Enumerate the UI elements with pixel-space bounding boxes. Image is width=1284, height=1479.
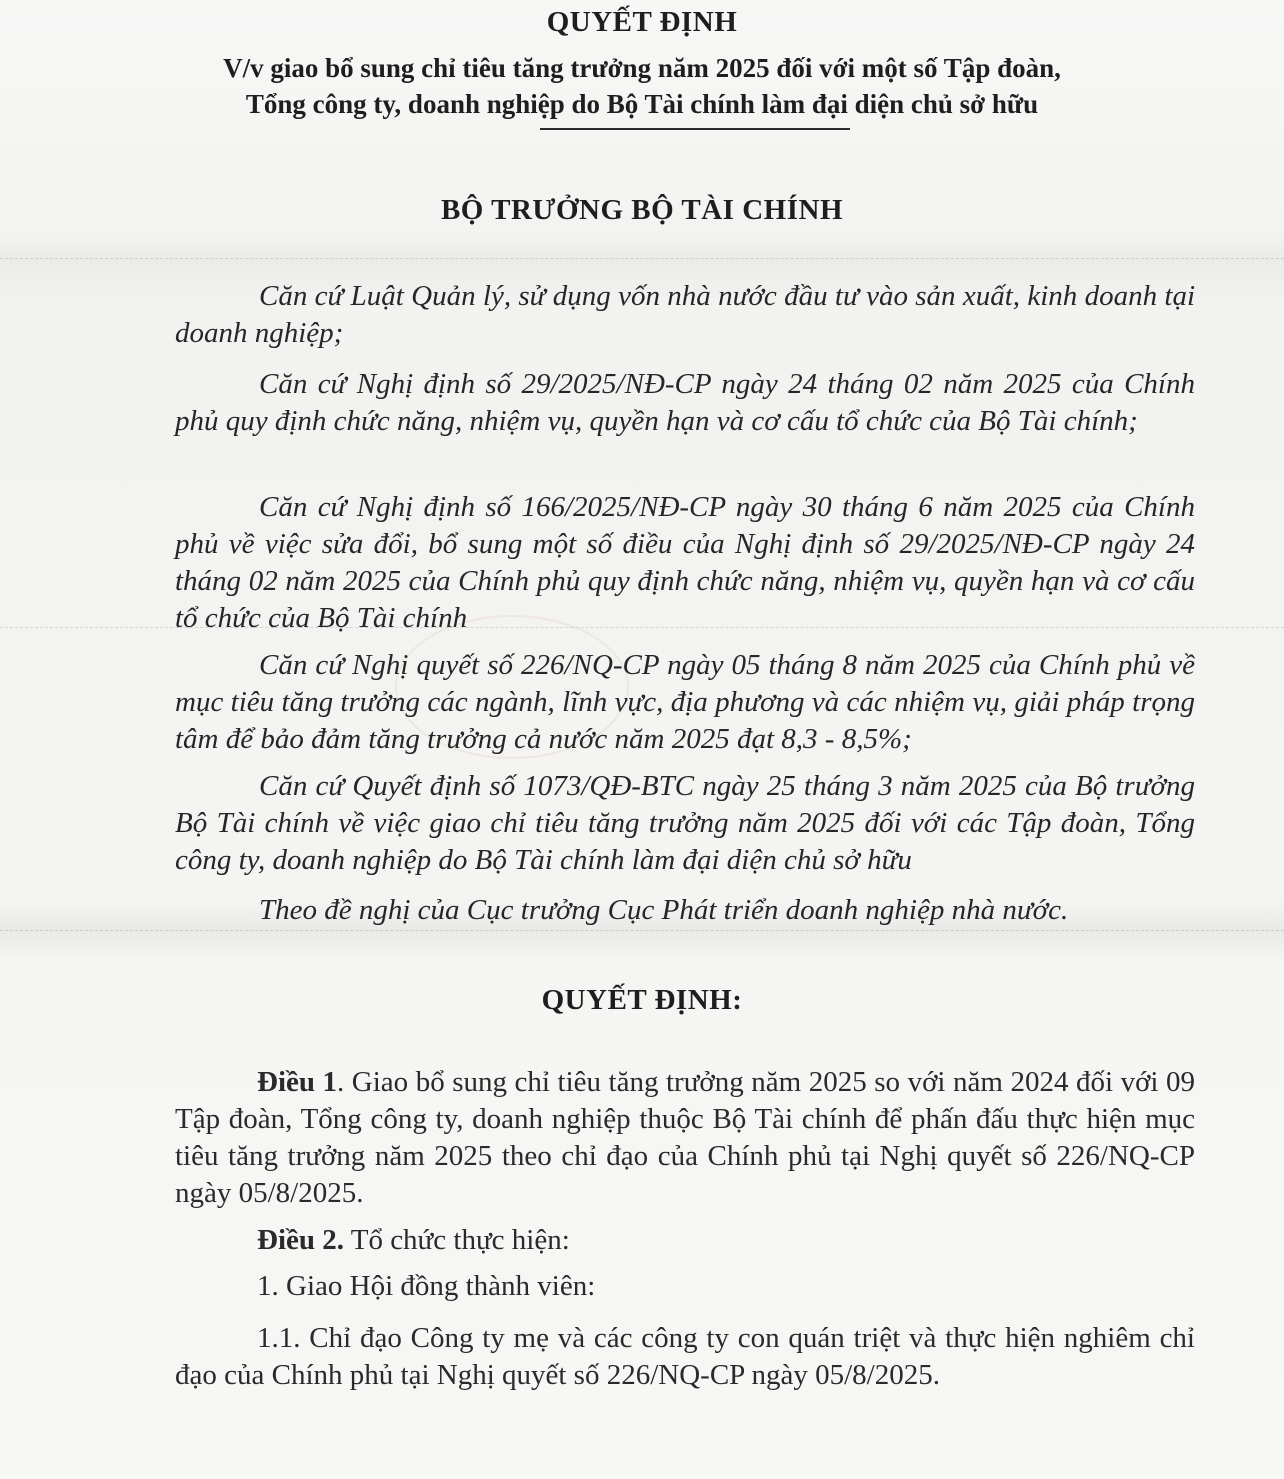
preamble-clause-4	[175, 647, 1195, 758]
decision-heading: QUYẾT ĐỊNH:	[541, 984, 743, 1016]
article-2-item-1: 1. Giao Hội đồng thành viên:	[257, 1270, 596, 1302]
document-title: QUYẾT ĐỊNH	[546, 6, 738, 38]
document-subject-line-2: Tổng công ty, doanh nghiệp do Bộ Tài chính làm đại diện chủ sở hữu	[245, 89, 1039, 119]
article-2-text: Tổ chức thực hiện:	[344, 1224, 570, 1256]
preamble-clause-1	[175, 278, 1195, 352]
preamble-text: Theo đề nghị của Cục trưởng Cục Phát triển doanh nghiệp nhà nước.	[259, 894, 1069, 926]
paper-fold-line	[0, 258, 1284, 259]
preamble-text: Căn cứ Nghị định số 166/2025/NĐ-CP ngày 30 tháng 6 năm 2025 của Chính phủ về việc sửa đổi, bổ sung một số điều của Nghị định số 29/2025/NĐ-CP ngày 24 tháng 02 năm 2025 của Chính phủ quy định chức năng, nhiệm vụ, quyền hạn và cơ cấu tổ chức của Bộ Tài chính	[175, 491, 1195, 634]
preamble-clause-3	[175, 489, 1195, 637]
article-1-label: Điều 1	[257, 1066, 338, 1098]
issuing-authority: BỘ TRƯỞNG BỘ TÀI CHÍNH	[440, 194, 844, 226]
document-subject-line-1: V/v giao bổ sung chỉ tiêu tăng trưởng năm 2025 đối với một số Tập đoàn,	[223, 53, 1061, 83]
article-1-text: . Giao bổ sung chỉ tiêu tăng trưởng năm 2025 so với năm 2024 đối với 09 Tập đoàn, Tổng công ty, doanh nghiệp thuộc Bộ Tài chính để phấn đấu thực hiện mục tiêu tăng trưởng năm 2025 theo chỉ đạo của Chính phủ tại Nghị quyết số 226/NQ-CP ngày 05/8/2025.	[175, 1066, 1195, 1209]
paper-fold-line	[0, 930, 1284, 931]
article-2-label: Điều 2.	[257, 1224, 344, 1256]
preamble-clause-5	[175, 768, 1195, 879]
preamble-text: Căn cứ Nghị định số 29/2025/NĐ-CP ngày 24 tháng 02 năm 2025 của Chính phủ quy định chức năng, nhiệm vụ, quyền hạn và cơ cấu tổ chức của Bộ Tài chính;	[175, 368, 1195, 437]
preamble-text: Căn cứ Quyết định số 1073/QĐ-BTC ngày 25 tháng 3 năm 2025 của Bộ trưởng Bộ Tài chính về việc giao chỉ tiêu tăng trưởng năm 2025 đối với các Tập đoàn, Tổng công ty, doanh nghiệp do Bộ Tài chính làm đại diện chủ sở hữu	[175, 770, 1195, 876]
preamble-text: Căn cứ Luật Quản lý, sử dụng vốn nhà nước đầu tư vào sản xuất, kinh doanh tại doanh nghiệp;	[175, 280, 1195, 349]
article-2-item-1-1: 1.1. Chỉ đạo Công ty mẹ và các công ty con quán triệt và thực hiện nghiêm chỉ đạo của Chính phủ tại Nghị quyết số 226/NQ-CP ngày 05/8/2025.	[175, 1322, 1195, 1391]
title-underline	[540, 128, 850, 130]
preamble-clause-2	[175, 366, 1195, 440]
article-2	[175, 1222, 1195, 1259]
preamble-clause-6	[175, 892, 1195, 929]
preamble-text: Căn cứ Nghị quyết số 226/NQ-CP ngày 05 tháng 8 năm 2025 của Chính phủ về mục tiêu tăng trưởng các ngành, lĩnh vực, địa phương và các nhiệm vụ, giải pháp trọng tâm để bảo đảm tăng trưởng cả nước năm 2025 đạt 8,3 - 8,5%;	[175, 649, 1195, 755]
article-1	[175, 1064, 1195, 1212]
